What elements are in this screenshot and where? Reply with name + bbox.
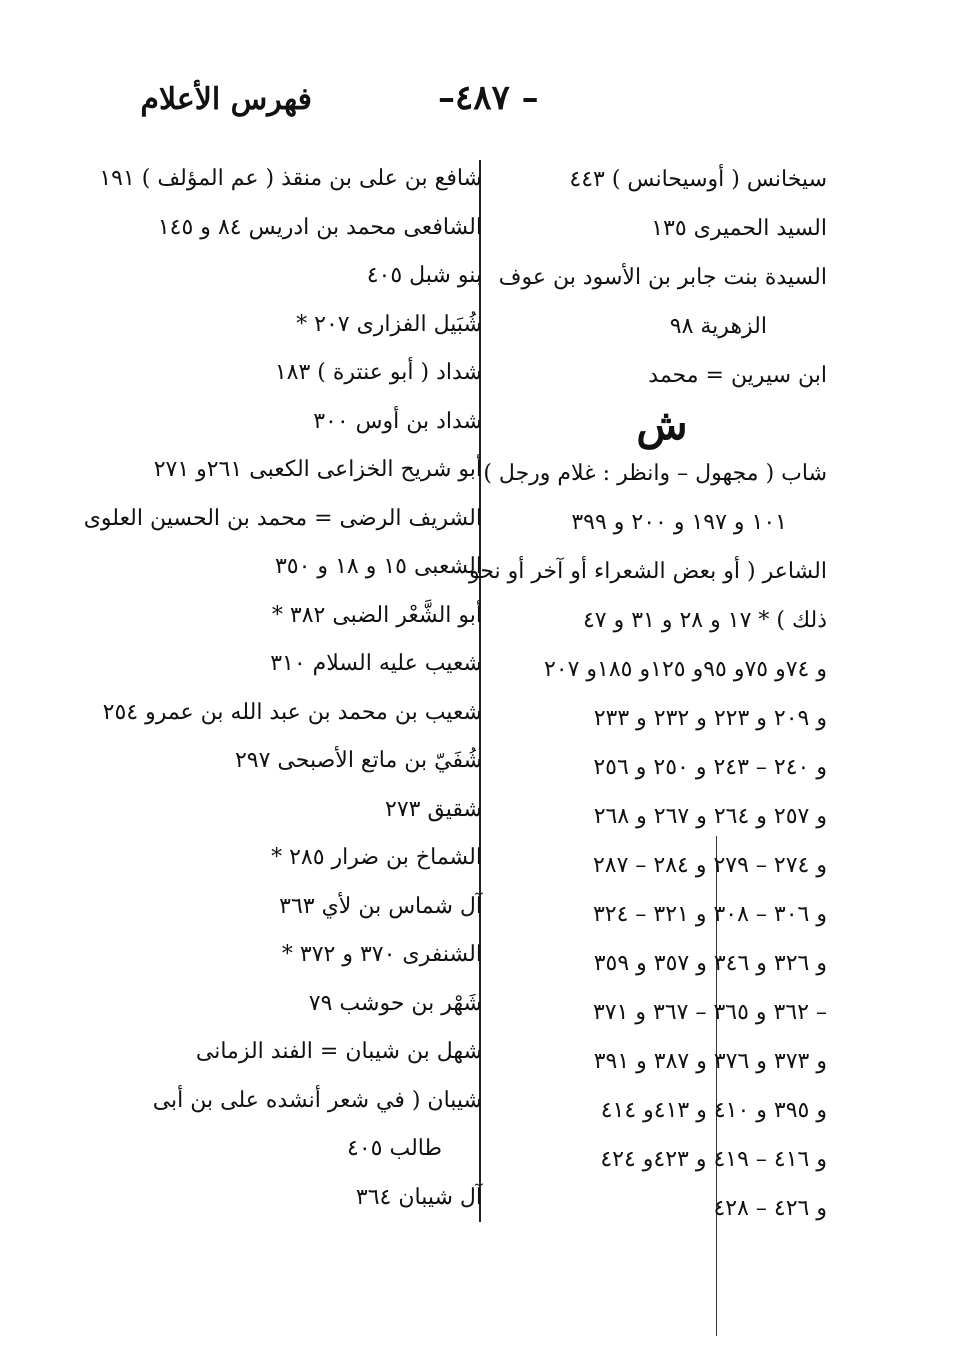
index-entry-continuation: و ٤١٦ – ٤١٩ و ٤٢٣و ٤٢٤ xyxy=(600,1147,827,1172)
index-entry: الشنفرى ٣٧٠ و ٣٧٢ * xyxy=(281,942,482,967)
index-entry: شعيب بن محمد بن عبد الله بن عمرو ٢٥٤ xyxy=(102,699,482,725)
index-entry: شداد ( أبو عنترة ) ١٨٣ xyxy=(274,360,482,385)
index-entry: الشاعر ( أو بعض الشعراء أو آخر أو نحو xyxy=(468,559,827,584)
index-entry: شافع بن على بن منقذ ( عم المؤلف ) ١٩١ xyxy=(99,166,482,191)
index-entry: آل شماس بن لأي ٣٦٣ xyxy=(279,893,482,919)
index-entry-continuation: و ٤٢٦ – ٤٢٨ xyxy=(713,1196,827,1221)
section-letter: ش xyxy=(636,400,688,449)
index-entry: شُبَيل الفزارى ٢٠٧ * xyxy=(296,311,482,337)
index-entry: شهل بن شيبان = الفند الزمانى xyxy=(195,1039,482,1064)
index-entry: السيد الحميرى ١٣٥ xyxy=(651,216,827,241)
index-entry-continuation: و ٢٧٤ – ٢٧٩ و ٢٨٤ – ٢٨٧ xyxy=(592,853,827,878)
index-entry: السيدة بنت جابر بن الأسود بن عوف xyxy=(498,265,827,290)
index-entry: ابن سيرين = محمد xyxy=(648,363,827,388)
index-entry-continuation: و ٢٠٩ و ٢٢٣ و ٢٣٢ و ٢٣٣ xyxy=(593,706,827,731)
index-entry: شداد بن أوس ٣٠٠ xyxy=(313,408,482,434)
index-entry: شاب ( مجهول – وانظر : غلام ورجل ) xyxy=(483,461,827,486)
index-entry-continuation: و ٣٢٦ و ٣٤٦ و ٣٥٧ و ٣٥٩ xyxy=(593,951,827,976)
index-entry-continuation: و ٣٩٥ و ٤١٠ و ٤١٣و ٤١٤ xyxy=(600,1098,827,1123)
index-entry: سيخانس ( أوسيحانس ) ٤٤٣ xyxy=(569,167,827,192)
index-entry: شيبان ( في شعر أنشده على بن أبى xyxy=(152,1087,482,1113)
index-entry-continuation: و ٢٤٠ – ٢٤٣ و ٢٥٠ و ٢٥٦ xyxy=(593,755,827,780)
index-entry-continuation: و ٢٥٧ و ٢٦٤ و ٢٦٧ و ٢٦٨ xyxy=(593,804,827,829)
index-entry: بنو شبل ٤٠٥ xyxy=(366,263,482,288)
index-entry-continuation: و ٧٤و ٧٥و ٩٥و ١٢٥و ١٨٥و ٢٠٧ xyxy=(543,657,827,682)
index-entry: شَهْر بن حوشب ٧٩ xyxy=(308,990,482,1016)
index-entry: الشريف الرضى = محمد بن الحسين العلوى xyxy=(83,505,482,531)
index-entry: الشعبى ١٥ و ١٨ و ٣٥٠ xyxy=(274,554,482,579)
index-entry-continuation: ١٠١ و ١٩٧ و ٢٠٠ و ٣٩٩ xyxy=(571,510,787,535)
page-title: فهرس الأعلام xyxy=(140,82,312,117)
index-entry: آل شيبان ٣٦٤ xyxy=(355,1184,482,1210)
page-number: – ٤٨٧– xyxy=(438,78,539,118)
index-entry: الشافعى محمد بن ادريس ٨٤ و ١٤٥ xyxy=(157,214,482,240)
index-entry-continuation: طالب ٤٠٥ xyxy=(347,1136,442,1161)
page-header xyxy=(0,70,967,140)
index-entry: شُفَيّ بن ماتع الأصبحى ٢٩٧ xyxy=(234,748,482,773)
index-entry: الشماخ بن ضرار ٢٨٥ * xyxy=(271,845,482,870)
index-column-first xyxy=(468,155,827,1233)
index-entry: شقيق ٢٧٣ xyxy=(385,796,482,822)
index-entry: شعيب عليه السلام ٣١٠ xyxy=(270,651,482,676)
index-entry-continuation: الزهرية ٩٨ xyxy=(669,314,767,339)
index-entry-continuation: ذلك ) * ١٧ و ٢٨ و ٣١ و ٤٧ xyxy=(582,608,827,633)
index-column-second xyxy=(83,155,482,1222)
index-entry: أبو شريح الخزاعى الكعبى ٢٦١و ٢٧١ xyxy=(153,457,482,482)
index-entry-continuation: – ٣٦٢ و ٣٦٥ – ٣٦٧ و ٣٧١ xyxy=(592,1000,827,1025)
index-entry-continuation: و ٣٠٦ – ٣٠٨ و ٣٢١ – ٣٢٤ xyxy=(592,902,827,927)
index-entry-continuation: و ٣٧٣ و ٣٧٦ و ٣٨٧ و ٣٩١ xyxy=(593,1049,827,1074)
index-entry: أبو الشَّعْر الضبى ٣٨٢ * xyxy=(271,602,482,628)
